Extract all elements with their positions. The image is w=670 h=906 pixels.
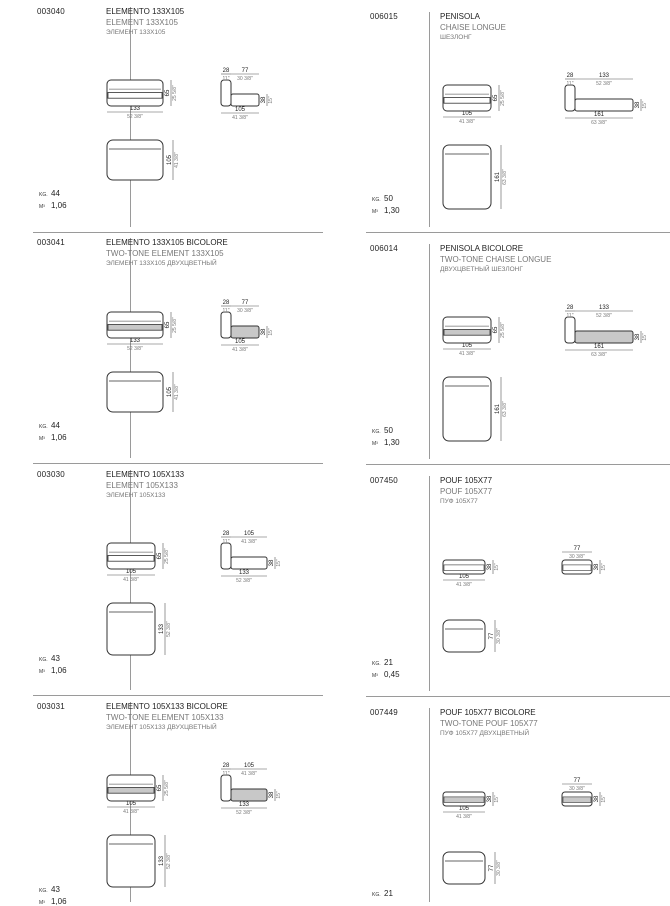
weight-unit: KG. bbox=[39, 192, 48, 198]
dimension-value: 77 bbox=[241, 300, 249, 306]
drawing-group-003040 bbox=[107, 68, 274, 180]
backrest-outline bbox=[221, 312, 231, 338]
seat-band bbox=[108, 555, 154, 561]
dimension-inches: 41 3/8" bbox=[456, 814, 472, 820]
weight-unit: KG. bbox=[372, 892, 381, 898]
dimension-inches: 15" bbox=[494, 795, 500, 803]
dimension-value: 133 bbox=[159, 855, 165, 867]
dimension-value: 77 bbox=[573, 546, 581, 552]
weight-value: 43 bbox=[51, 885, 60, 894]
backrest-outline bbox=[565, 317, 575, 343]
dimension-inches: 41 3/8" bbox=[174, 152, 180, 168]
dimension-value: 105 bbox=[461, 343, 473, 349]
dimension-inches: 15" bbox=[268, 328, 274, 336]
dimension-value: 28 bbox=[222, 300, 230, 306]
dimension-inches: 63 3/8" bbox=[502, 169, 508, 185]
backrest-outline bbox=[221, 80, 231, 106]
product-title-ru: ЭЛЕМЕНТ 133X105 bbox=[106, 29, 166, 36]
dimension-inches: 15" bbox=[642, 101, 648, 109]
product-title-en: ELEMENT 133X105 bbox=[106, 17, 178, 27]
volume-value: 1,30 bbox=[384, 206, 400, 215]
product-title-it: ELEMENTO 133X105 BICOLORE bbox=[106, 238, 228, 247]
product-title-it: ELEMENTO 105X133 BICOLORE bbox=[106, 702, 228, 711]
seat-outline bbox=[231, 94, 259, 106]
pouf-band bbox=[444, 565, 484, 571]
dimension-inches: 25 5/8" bbox=[172, 85, 178, 101]
dimension-inches: 41 3/8" bbox=[456, 582, 472, 588]
dimension-inches: 41 3/8" bbox=[232, 347, 248, 353]
dimension-inches: 11" bbox=[222, 771, 230, 777]
product-code: 007450 bbox=[370, 476, 398, 485]
dimension-value: 133 bbox=[129, 106, 141, 112]
weight-unit: KG. bbox=[372, 429, 381, 435]
volume-value: 1,06 bbox=[51, 666, 67, 675]
weight-unit: KG. bbox=[372, 661, 381, 667]
dimension-inches: 52 3/8" bbox=[596, 313, 612, 319]
dimension-inches: 41 3/8" bbox=[123, 809, 139, 815]
dimension-value: 28 bbox=[222, 763, 230, 769]
dimension-inches: 52 3/8" bbox=[236, 578, 252, 584]
seat-band bbox=[108, 92, 162, 98]
weight-value: 44 bbox=[51, 189, 60, 198]
dimension-value: 161 bbox=[593, 112, 605, 118]
dimension-value: 161 bbox=[495, 171, 501, 183]
dimension-value: 105 bbox=[167, 154, 173, 166]
drawing-group-007449 bbox=[443, 778, 607, 884]
dimension-value: 28 bbox=[566, 73, 574, 79]
volume-unit: M³ bbox=[39, 204, 45, 210]
plan-view-outline bbox=[443, 145, 491, 209]
backrest-outline bbox=[221, 543, 231, 569]
drawing-group-003031 bbox=[107, 763, 282, 887]
seat-band bbox=[444, 329, 490, 335]
dimension-inches: 41 3/8" bbox=[241, 771, 257, 777]
dimension-value: 65 bbox=[157, 784, 163, 792]
weight-value: 50 bbox=[384, 426, 393, 435]
seat-outline bbox=[575, 99, 633, 111]
weight-unit: KG. bbox=[39, 424, 48, 430]
weight-value: 50 bbox=[384, 194, 393, 203]
seat-band bbox=[108, 787, 154, 793]
volume-value: 1,06 bbox=[51, 897, 67, 906]
product-code: 003030 bbox=[37, 470, 65, 479]
dimension-inches: 11" bbox=[222, 539, 230, 545]
dimension-value: 28 bbox=[222, 68, 230, 74]
dimension-inches: 25 5/8" bbox=[172, 317, 178, 333]
backrest-outline bbox=[221, 775, 231, 801]
dimension-value: 38 bbox=[487, 563, 493, 571]
dimension-inches: 30 3/8" bbox=[569, 786, 585, 792]
weight-value: 44 bbox=[51, 421, 60, 430]
dimension-inches: 41 3/8" bbox=[459, 119, 475, 125]
dimension-value: 28 bbox=[566, 305, 574, 311]
plan-view-outline bbox=[107, 603, 155, 655]
product-title-en: CHAISE LONGUE bbox=[440, 22, 506, 32]
dimension-inches: 41 3/8" bbox=[459, 351, 475, 357]
dimension-inches: 15" bbox=[276, 791, 282, 799]
product-title-en: TWO-TONE ELEMENT 133X105 bbox=[106, 248, 224, 258]
seat-outline bbox=[231, 557, 267, 569]
dimension-inches: 15" bbox=[601, 795, 607, 803]
product-title-ru: ДВУХЦВЕТНЫЙ ШЕЗЛОНГ bbox=[440, 266, 523, 273]
seat-band bbox=[444, 97, 490, 103]
volume-unit: M³ bbox=[39, 900, 45, 906]
volume-value: 1,06 bbox=[51, 433, 67, 442]
dimension-value: 65 bbox=[493, 326, 499, 334]
dimension-value: 65 bbox=[165, 89, 171, 97]
dimension-value: 133 bbox=[129, 338, 141, 344]
volume-unit: M³ bbox=[39, 669, 45, 675]
dimension-value: 38 bbox=[635, 333, 641, 341]
dimension-value: 77 bbox=[573, 778, 581, 784]
dimension-value: 38 bbox=[594, 563, 600, 571]
product-title-en: TWO-TONE POUF 105X77 bbox=[440, 718, 538, 728]
seat-band bbox=[108, 324, 162, 330]
seat-outline bbox=[575, 331, 633, 343]
pouf-band bbox=[563, 565, 591, 571]
dimension-value: 65 bbox=[165, 321, 171, 329]
dimension-inches: 15" bbox=[268, 96, 274, 104]
dimension-inches: 52 3/8" bbox=[127, 114, 143, 120]
product-title-en: TWO-TONE ELEMENT 105X133 bbox=[106, 712, 224, 722]
dimension-value: 77 bbox=[489, 632, 495, 640]
dimension-value: 105 bbox=[458, 806, 470, 812]
dimension-inches: 52 3/8" bbox=[596, 81, 612, 87]
volume-unit: M³ bbox=[372, 209, 378, 215]
plan-view-outline bbox=[107, 372, 163, 412]
plan-view-outline bbox=[443, 377, 491, 441]
dimension-value: 133 bbox=[159, 623, 165, 635]
weight-unit: KG. bbox=[372, 197, 381, 203]
plan-view-outline bbox=[107, 140, 163, 180]
dimension-value: 105 bbox=[234, 107, 246, 113]
product-title-ru: ПУФ 105X77 bbox=[440, 498, 478, 505]
product-title-en: ELEMENT 105X133 bbox=[106, 480, 178, 490]
dimension-inches: 15" bbox=[494, 563, 500, 571]
volume-unit: M³ bbox=[372, 673, 378, 679]
dimension-inches: 41 3/8" bbox=[241, 539, 257, 545]
dimension-value: 38 bbox=[261, 96, 267, 104]
seat-outline bbox=[231, 326, 259, 338]
dimension-inches: 15" bbox=[276, 559, 282, 567]
dimension-inches: 63 3/8" bbox=[591, 352, 607, 358]
drawing-group-006015 bbox=[443, 73, 648, 209]
product-title-ru: ШЕЗЛОНГ bbox=[440, 34, 472, 41]
dimension-inches: 11" bbox=[566, 313, 574, 319]
dimension-inches: 52 3/8" bbox=[166, 853, 172, 869]
product-title-it: ELEMENTO 133X105 bbox=[106, 7, 185, 16]
dimension-inches: 30 3/8" bbox=[496, 860, 502, 876]
dimension-value: 38 bbox=[269, 791, 275, 799]
dimension-inches: 30 3/8" bbox=[496, 628, 502, 644]
product-title-ru: ЭЛЕМЕНТ 105X133 ДВУХЦВЕТНЫЙ bbox=[106, 724, 217, 731]
product-title-it: POUF 105X77 BICOLORE bbox=[440, 708, 536, 717]
drawing-group-006014 bbox=[443, 305, 648, 441]
product-title-it: ELEMENTO 105X133 bbox=[106, 470, 185, 479]
dimension-value: 105 bbox=[125, 569, 137, 575]
plan-view-outline bbox=[443, 852, 485, 884]
dimension-inches: 63 3/8" bbox=[591, 120, 607, 126]
dimension-value: 133 bbox=[238, 570, 250, 576]
dimension-value: 105 bbox=[125, 801, 137, 807]
weight-unit: KG. bbox=[39, 657, 48, 663]
dimension-inches: 30 3/8" bbox=[237, 76, 253, 82]
dimension-inches: 41 3/8" bbox=[123, 577, 139, 583]
dimension-inches: 52 3/8" bbox=[236, 810, 252, 816]
dimension-value: 133 bbox=[238, 802, 250, 808]
dimension-inches: 41 3/8" bbox=[232, 115, 248, 121]
plan-view-outline bbox=[443, 620, 485, 652]
product-code: 006015 bbox=[370, 12, 398, 21]
dimension-value: 38 bbox=[594, 795, 600, 803]
product-title-ru: ПУФ 105X77 ДВУХЦВЕТНЫЙ bbox=[440, 730, 530, 737]
product-code: 003040 bbox=[37, 7, 65, 16]
product-code: 003031 bbox=[37, 702, 65, 711]
plan-view-outline bbox=[107, 835, 155, 887]
dimension-inches: 25 5/8" bbox=[164, 780, 170, 796]
dimension-value: 65 bbox=[157, 552, 163, 560]
dimension-inches: 30 3/8" bbox=[569, 554, 585, 560]
dimension-inches: 63 3/8" bbox=[502, 401, 508, 417]
dimension-inches: 30 3/8" bbox=[237, 308, 253, 314]
pouf-band bbox=[563, 797, 591, 803]
product-code: 006014 bbox=[370, 244, 398, 253]
product-title-ru: ЭЛЕМЕНТ 105X133 bbox=[106, 492, 166, 499]
dimension-inches: 25 5/8" bbox=[500, 322, 506, 338]
drawing-group-003030 bbox=[107, 531, 282, 655]
dimension-value: 28 bbox=[222, 531, 230, 537]
dimension-value: 105 bbox=[243, 531, 255, 537]
dimension-value: 65 bbox=[493, 94, 499, 102]
weight-value: 43 bbox=[51, 654, 60, 663]
drawing-group-003041 bbox=[107, 300, 274, 412]
dimension-value: 133 bbox=[598, 73, 610, 79]
dimension-inches: 15" bbox=[601, 563, 607, 571]
dimension-value: 105 bbox=[234, 339, 246, 345]
dimension-value: 133 bbox=[598, 305, 610, 311]
dimension-inches: 52 3/8" bbox=[127, 346, 143, 352]
volume-value: 0,45 bbox=[384, 670, 400, 679]
dimension-value: 38 bbox=[487, 795, 493, 803]
product-code: 003041 bbox=[37, 238, 65, 247]
dimension-inches: 11" bbox=[222, 308, 230, 314]
product-title-it: PENISOLA BICOLORE bbox=[440, 244, 524, 253]
dimension-inches: 41 3/8" bbox=[174, 384, 180, 400]
dimension-value: 38 bbox=[261, 328, 267, 336]
dimension-value: 38 bbox=[269, 559, 275, 567]
dimension-value: 105 bbox=[461, 111, 473, 117]
product-title-it: PENISOLA bbox=[440, 12, 481, 21]
weight-unit: KG. bbox=[39, 888, 48, 894]
weight-value: 21 bbox=[384, 889, 393, 898]
backrest-outline bbox=[565, 85, 575, 111]
volume-value: 1,06 bbox=[51, 201, 67, 210]
product-code: 007449 bbox=[370, 708, 398, 717]
dimension-inches: 11" bbox=[566, 81, 574, 87]
dimension-value: 105 bbox=[243, 763, 255, 769]
volume-unit: M³ bbox=[39, 436, 45, 442]
dimension-value: 105 bbox=[458, 574, 470, 580]
dimension-value: 161 bbox=[593, 344, 605, 350]
dimension-inches: 52 3/8" bbox=[166, 621, 172, 637]
dimension-value: 105 bbox=[167, 386, 173, 398]
seat-outline bbox=[231, 789, 267, 801]
dimension-value: 77 bbox=[241, 68, 249, 74]
product-title-it: POUF 105X77 bbox=[440, 476, 493, 485]
dimension-value: 38 bbox=[635, 101, 641, 109]
product-title-en: POUF 105X77 bbox=[440, 486, 493, 496]
volume-unit: M³ bbox=[372, 441, 378, 447]
dimension-inches: 11" bbox=[222, 76, 230, 82]
drawing-group-007450 bbox=[443, 546, 607, 652]
product-title-ru: ЭЛЕМЕНТ 133X105 ДВУХЦВЕТНЫЙ bbox=[106, 260, 217, 267]
pouf-band bbox=[444, 797, 484, 803]
dimension-inches: 25 5/8" bbox=[164, 548, 170, 564]
weight-value: 21 bbox=[384, 658, 393, 667]
dimension-value: 77 bbox=[489, 864, 495, 872]
volume-value: 1,30 bbox=[384, 438, 400, 447]
dimension-inches: 15" bbox=[642, 333, 648, 341]
product-title-en: TWO-TONE CHAISE LONGUE bbox=[440, 254, 552, 264]
dimension-inches: 25 5/8" bbox=[500, 90, 506, 106]
dimension-value: 161 bbox=[495, 403, 501, 415]
